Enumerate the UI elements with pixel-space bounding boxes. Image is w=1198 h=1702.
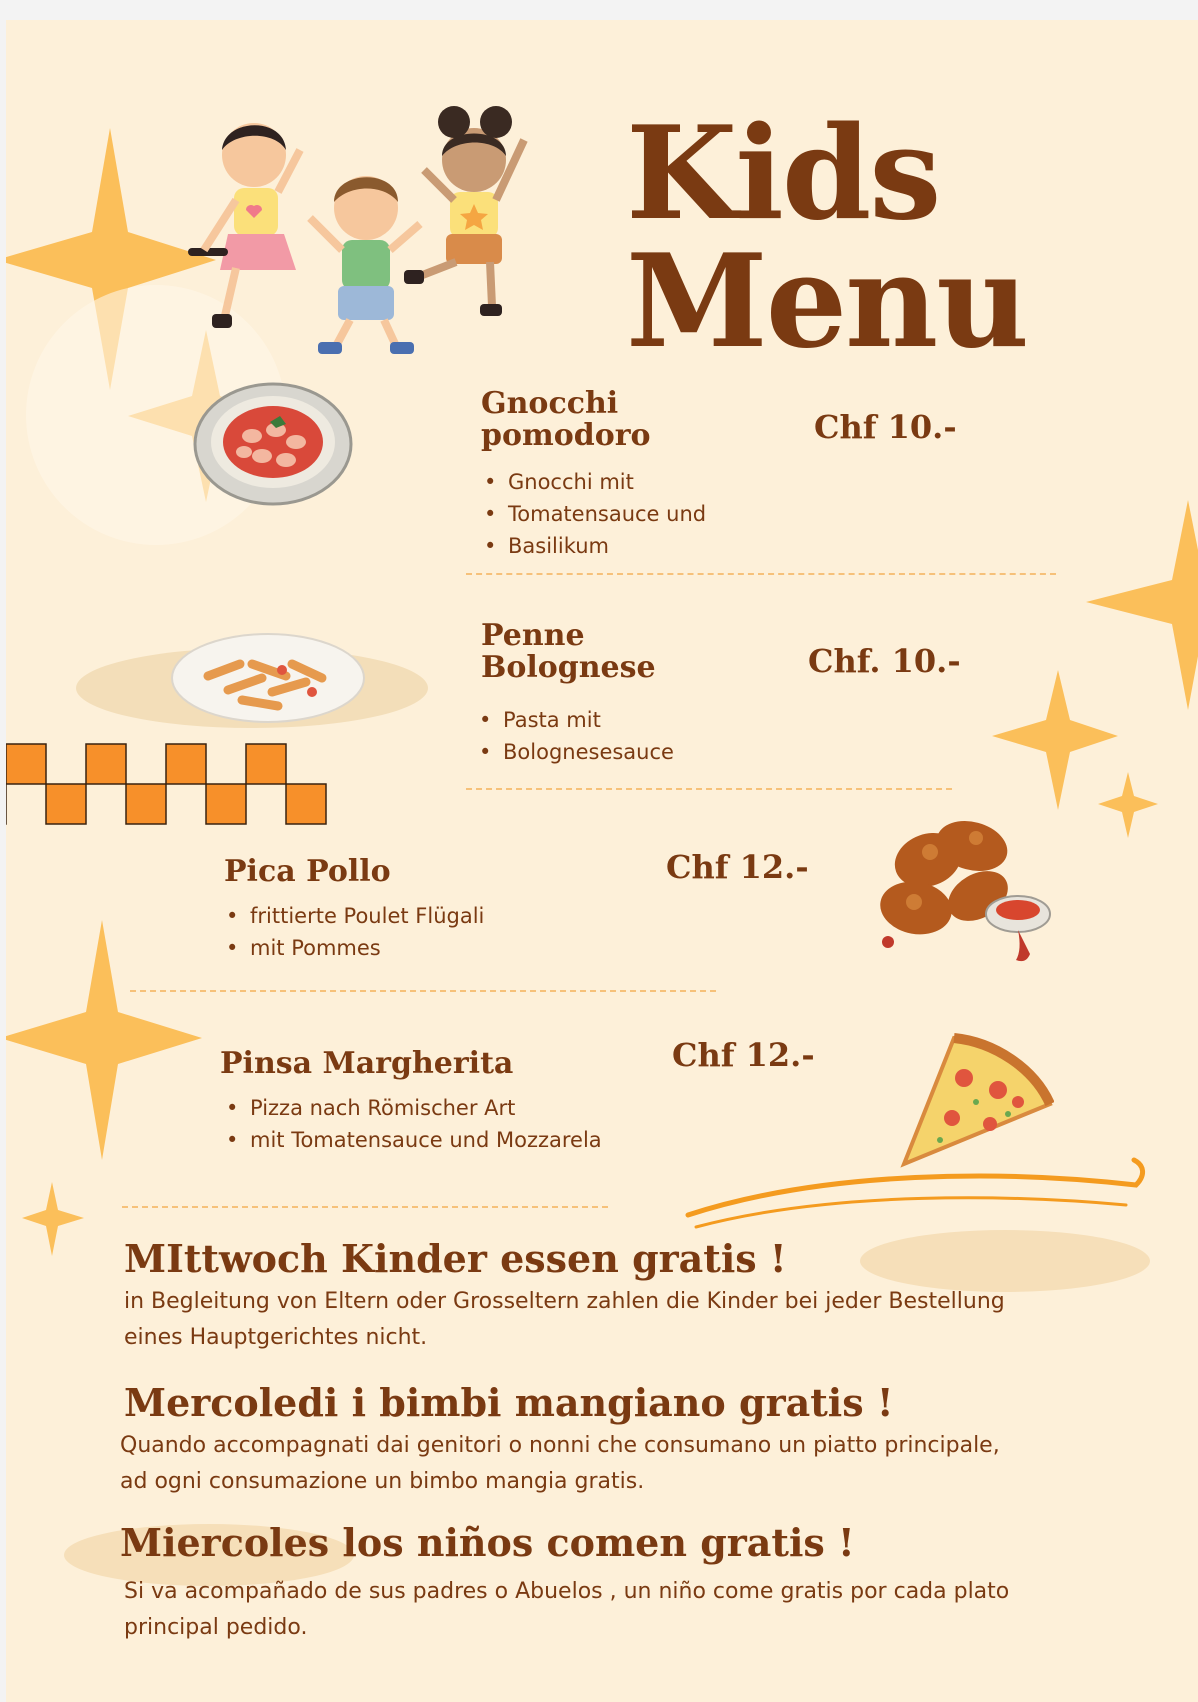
dish-name-line: Bolognese (481, 650, 656, 685)
desc-line: • Bolognesesauce (503, 736, 674, 768)
kids-jumping-illustration (184, 100, 554, 360)
promo-line: Si va acompañado de sus padres o Abuelos , un niño come gratis por cada plato (124, 1579, 1010, 1604)
promo-text-de (124, 1284, 1184, 1356)
desc-line: • Gnocchi mit (508, 466, 706, 498)
promo-line: principal pedido. (124, 1615, 308, 1640)
price-pinsa: Chf 12.- (672, 1036, 815, 1074)
promo-heading-de: MIttwoch Kinder essen gratis ! (124, 1236, 787, 1281)
star-decor (6, 920, 202, 1160)
penne-image (72, 620, 432, 730)
promo-line: eines Hauptgerichtes nicht. (124, 1325, 428, 1350)
desc-pinsa (226, 1092, 602, 1156)
promo-line: ad ogni consumazione un bimbo mangia gratis. (120, 1469, 645, 1494)
desc-pica-pollo (226, 900, 484, 964)
title-kids: Kids (626, 99, 940, 249)
checker-decor (6, 744, 326, 824)
star-decor (22, 1182, 84, 1256)
desc-line: • Tomatensauce und (508, 498, 706, 530)
chicken-wings-image (868, 790, 1064, 990)
dish-name-line: Gnocchi (481, 386, 619, 421)
title-menu: Menu (626, 227, 1028, 377)
highlight-blob (860, 1230, 1150, 1292)
dish-name-pica-pollo: Pica Pollo (224, 854, 391, 889)
dish-name-gnocchi (481, 388, 651, 452)
separator (122, 1206, 608, 1208)
swoosh-decor (688, 1160, 1143, 1215)
desc-gnocchi (484, 466, 706, 562)
star-decor (1086, 500, 1198, 710)
desc-line: • mit Pommes (250, 932, 484, 964)
desc-line: • mit Tomatensauce und Mozzarela (250, 1124, 602, 1156)
separator (130, 990, 716, 992)
promo-text-it (120, 1428, 1180, 1500)
menu-page (6, 20, 1198, 1702)
promo-text-es (124, 1574, 1184, 1646)
dish-name-line: pomodoro (481, 418, 651, 453)
gnocchi-image (192, 376, 354, 508)
promo-heading-it: Mercoledi i bimbi mangiano gratis ! (124, 1380, 894, 1425)
promo-heading-es: Miercoles los niños comen gratis ! (120, 1520, 855, 1565)
desc-line: • frittierte Poulet Flügali (250, 900, 484, 932)
star-decor (992, 670, 1118, 810)
dish-name-penne (481, 620, 656, 684)
desc-line: • Pizza nach Römischer Art (250, 1092, 602, 1124)
dish-name-pinsa: Pinsa Margherita (220, 1046, 514, 1081)
price-pica-pollo: Chf 12.- (666, 848, 809, 886)
dish-name-line: Penne (481, 618, 585, 653)
price-penne: Chf. 10.- (808, 642, 961, 680)
promo-line: in Begleitung von Eltern oder Grosseltern zahlen die Kinder bei jeder Bestellung (124, 1289, 1005, 1314)
pizza-image (894, 1028, 1054, 1168)
desc-line: • Basilikum (508, 530, 706, 562)
desc-penne (479, 704, 674, 768)
promo-line: Quando accompagnati dai genitori o nonni che consumano un piatto principale, (120, 1433, 1000, 1458)
desc-line: • Pasta mit (503, 704, 674, 736)
price-gnocchi: Chf 10.- (814, 408, 957, 446)
star-decor (1098, 772, 1158, 838)
separator (466, 573, 1056, 575)
